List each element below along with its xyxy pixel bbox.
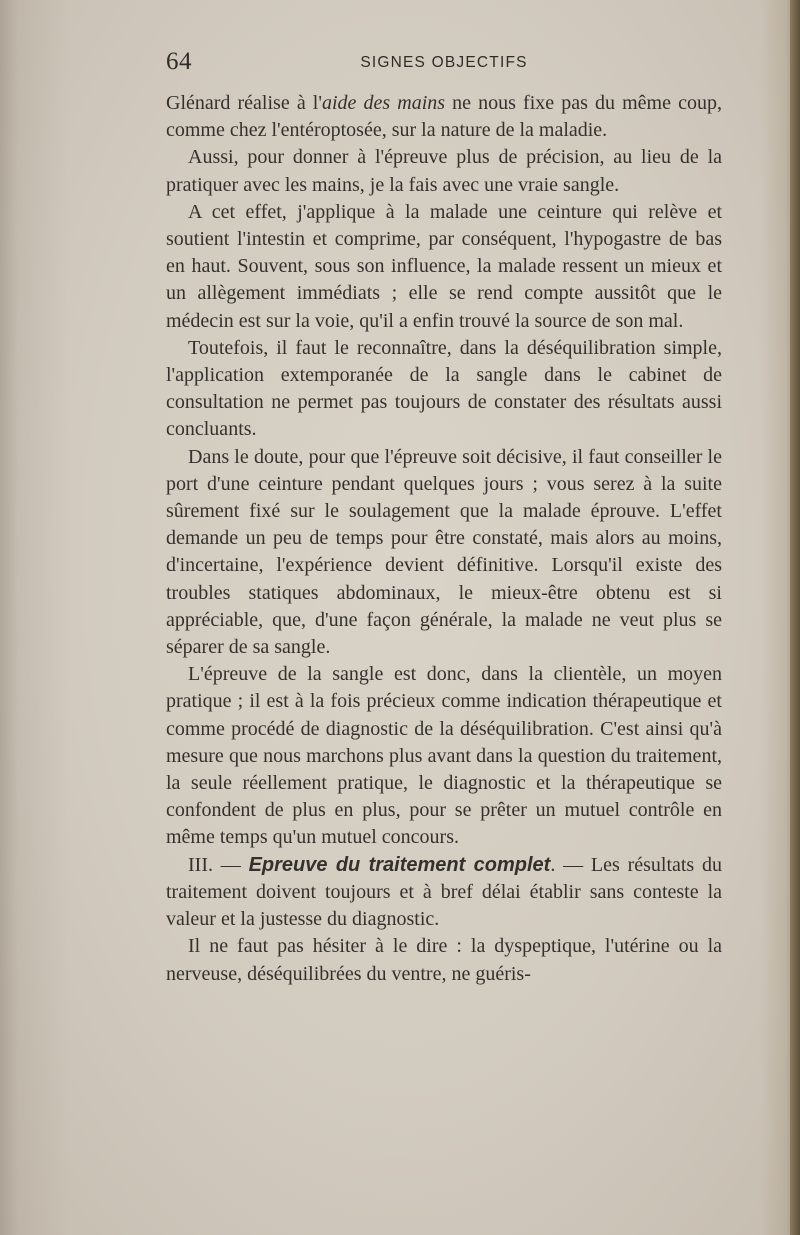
paragraph-7 (166, 852, 722, 934)
page-number: 64 (166, 48, 192, 75)
paragraph-4: Toutefois, il faut le reconnaître, dans la déséquilibration simple, l'application extemporanée de la sangle dans le cabinet de consultation ne permet pas toujours de constater des résultats aussi concluants. (166, 336, 722, 441)
paragraph-2: Aussi, pour donner à l'épreuve plus de précision, au lieu de la pratiquer avec les mains, je la fais avec une vraie sangle. (166, 146, 722, 196)
paragraph-1-text-b: ne nous fixe pas du même coup, comme chez l'entéroptosée, sur la nature de la maladie. (166, 92, 722, 142)
body-text (166, 90, 722, 988)
running-header (166, 48, 722, 78)
paragraph-5: Dans le doute, pour que l'épreuve soit décisive, il faut conseiller le port d'une ceinture pendant quelques jours ; vous serez à la suite sûrement fixé sur le soulagement que la malade éprouve. L'effet demande un peu de temps pour être constaté, mais alors au moins, d'incertaine, l'expérience devient définitive. Lorsqu'il existe des troubles statiques abdominaux, le mieux-être obtenu est si appréciable, que, d'une façon générale, la malade ne veut plus se séparer de sa sangle. (166, 445, 722, 659)
emphasis-aide-des-mains: aide des mains (321, 92, 446, 114)
section-number: III. — (188, 853, 249, 876)
paragraph-1-text-a: Glénard réalise à l' (166, 92, 322, 114)
paragraph-8: Il ne faut pas hésiter à le dire : la dyspeptique, l'utérine ou la nerveuse, déséquilibrées du ventre, ne guéris- (166, 935, 722, 985)
page-edge-shadow (790, 0, 800, 1235)
paragraph-1 (166, 90, 722, 144)
section-title: Epreuve du traitement complet (248, 853, 551, 876)
running-title: SIGNES OBJECTIFS (360, 54, 528, 71)
paragraph-3: A cet effet, j'applique à la malade une ceinture qui relève et soutient l'intestin et comprime, par conséquent, l'hypogastre de bas en haut. Souvent, sous son influence, la malade ressent un mieux et un allègement immédiats ; elle se rend compte aussitôt que le médecin est sur la voie, qu'il a enfin trouvé la source de son mal. (166, 200, 722, 332)
paragraph-7-text: . — Les résultats du traitement doivent toujours et à bref délai établir sans conteste la valeur et la justesse du diagnostic. (166, 853, 723, 931)
paragraph-6: L'épreuve de la sangle est donc, dans la clientèle, un moyen pratique ; il est à la fois précieux comme indication thérapeutique et comme procédé de diagnostic de la déséquilibration. C'est ainsi qu'à mesure que nous marchons plus avant dans la question du traitement, la seule réellement pratique, le diagnostic et la thérapeutique se confondent de plus en plus, pour se prêter un mutuel contrôle en même temps qu'un mutuel concours. (166, 663, 722, 849)
